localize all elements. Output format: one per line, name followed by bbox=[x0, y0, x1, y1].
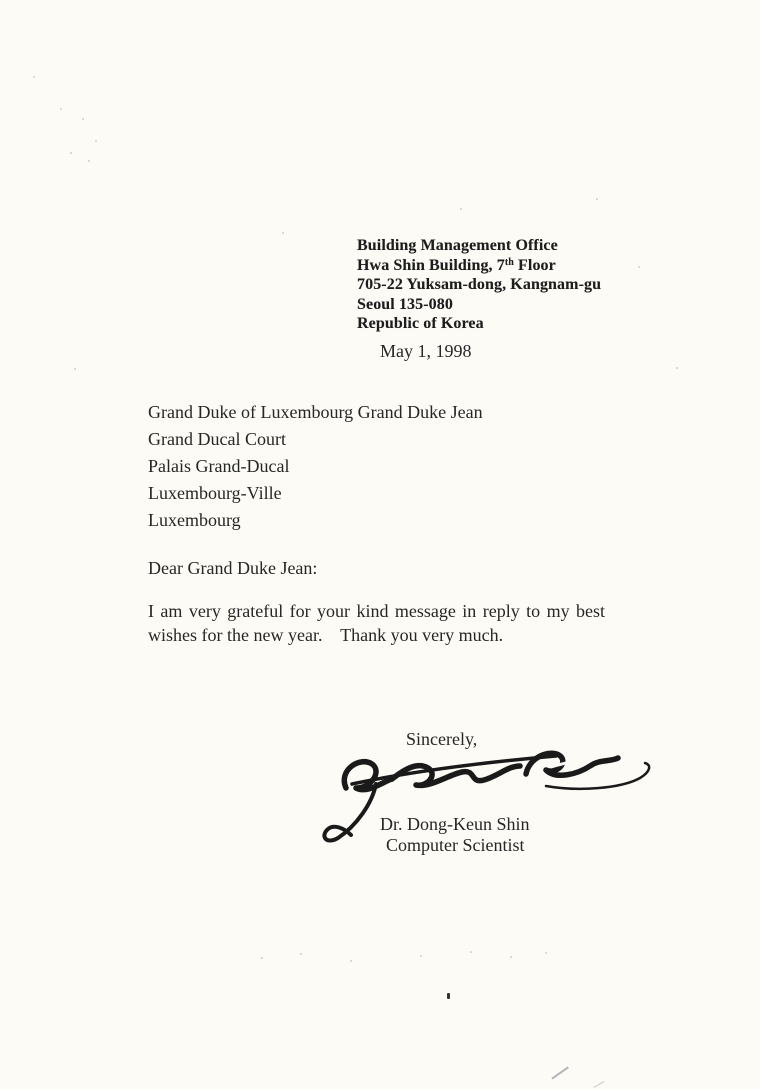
scan-scratch bbox=[551, 1066, 568, 1079]
scan-speckle bbox=[60, 108, 62, 110]
letterhead-line-city: Seoul 135-080 bbox=[357, 295, 453, 313]
scan-speckle bbox=[282, 232, 284, 234]
recipient-line: Grand Duke of Luxembourg Grand Duke Jean bbox=[148, 402, 483, 422]
scan-speckle bbox=[676, 367, 678, 369]
scan-speckle bbox=[261, 957, 263, 959]
scan-speckle bbox=[88, 160, 90, 162]
floor-ordinal-suffix: th bbox=[504, 256, 514, 268]
date-line: May 1, 1998 bbox=[380, 341, 472, 361]
letter-body bbox=[148, 599, 605, 647]
letterhead-line-building bbox=[357, 256, 601, 276]
letterhead bbox=[357, 236, 601, 334]
scan-speckle bbox=[300, 953, 302, 955]
scan-speckle bbox=[82, 118, 84, 120]
scan-speckle bbox=[470, 951, 472, 953]
scan-speckle bbox=[510, 956, 512, 958]
scan-speckle bbox=[638, 266, 640, 268]
recipient-line: Luxembourg bbox=[148, 510, 241, 530]
valediction: Sincerely, bbox=[406, 729, 478, 749]
scan-speckle bbox=[74, 368, 76, 370]
body-line: wishes for the new year. Thank you very much. bbox=[148, 625, 504, 645]
body-line: I am very grateful for your kind message in reply to my best bbox=[148, 601, 605, 621]
letterhead-line-office: Building Management Office bbox=[357, 237, 558, 254]
scan-scratch bbox=[594, 1081, 605, 1088]
scan-speckle bbox=[460, 208, 462, 210]
building-text: Hwa Shin Building, 7 bbox=[357, 256, 505, 274]
letterhead-line-street: 705-22 Yuksam-dong, Kangnam-gu bbox=[357, 276, 602, 293]
recipient-address bbox=[148, 399, 483, 534]
sender-name: Dr. Dong-Keun Shin bbox=[380, 814, 530, 834]
scan-speckle bbox=[70, 152, 72, 154]
scan-speckle bbox=[545, 952, 547, 954]
scan-speckle bbox=[33, 76, 35, 78]
recipient-line: Luxembourg-Ville bbox=[148, 483, 282, 503]
scan-speckle bbox=[596, 198, 598, 200]
scan-speckle bbox=[350, 960, 352, 962]
recipient-line: Palais Grand-Ducal bbox=[148, 456, 290, 476]
floor-text: Floor bbox=[513, 256, 556, 274]
sender-block bbox=[380, 814, 530, 856]
sender-title: Computer Scientist bbox=[386, 835, 525, 855]
scan-speckle bbox=[420, 955, 422, 957]
ink-speck bbox=[447, 993, 450, 999]
salutation: Dear Grand Duke Jean: bbox=[148, 558, 318, 578]
scan-speckle bbox=[95, 140, 97, 142]
letterhead-line-country: Republic of Korea bbox=[357, 315, 484, 332]
recipient-line: Grand Ducal Court bbox=[148, 429, 286, 449]
